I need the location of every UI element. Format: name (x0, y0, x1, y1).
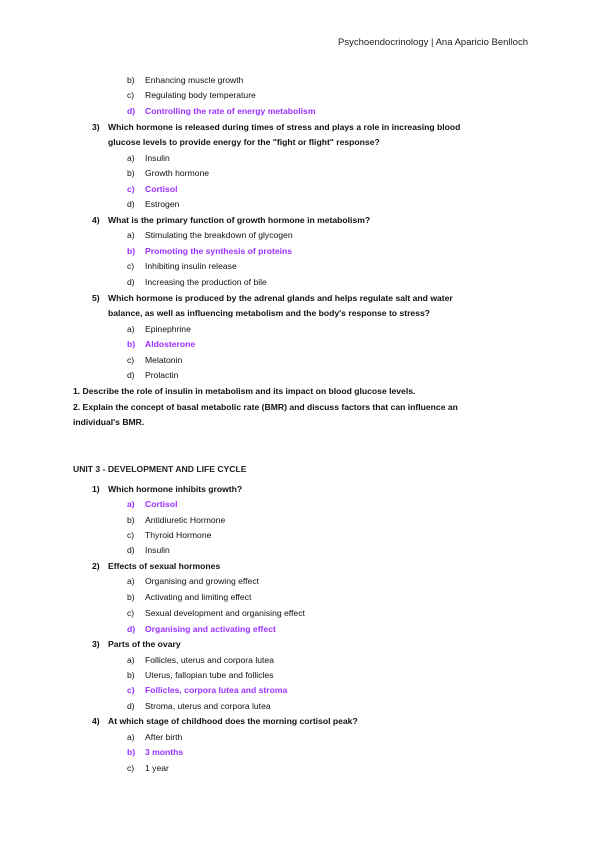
option-text: Organising and activating effect (145, 624, 276, 634)
question-number: 5) (92, 293, 100, 303)
option-text: 3 months (145, 747, 184, 757)
option-marker: d) (127, 106, 136, 116)
option-text: Activating and limiting effect (145, 592, 252, 602)
question-number: 3) (92, 122, 100, 132)
option-marker: a) (127, 576, 135, 586)
option-text: Uterus, fallopian tube and follicles (145, 670, 274, 680)
option-marker: a) (127, 230, 135, 240)
question-text: glucose levels to provide energy for the "fight or flight" response? (108, 137, 380, 147)
option-marker: b) (127, 339, 136, 349)
option-marker: b) (127, 747, 136, 757)
option-marker: b) (127, 168, 135, 178)
option-text: Controlling the rate of energy metabolism (145, 106, 316, 116)
option-text: Melatonin (145, 355, 183, 365)
option-text: Organising and growing effect (145, 576, 260, 586)
essay-question-2-cont: individual's BMR. (73, 417, 145, 427)
option-text: Follicles, uterus and corpora lutea (145, 655, 274, 665)
option-marker: c) (127, 184, 135, 194)
question-text: Effects of sexual hormones (108, 561, 221, 571)
question-text: At which stage of childhood does the morning cortisol peak? (108, 716, 358, 726)
option-marker: d) (127, 370, 135, 380)
page-header: Psychoendocrinology | Ana Aparicio Benlloch (338, 37, 528, 48)
option-marker: c) (127, 90, 135, 100)
option-text: 1 year (145, 763, 169, 773)
question-text: Which hormone is produced by the adrenal glands and helps regulate salt and water (108, 293, 453, 303)
option-marker: b) (127, 515, 135, 525)
option-text: Cortisol (145, 499, 178, 509)
option-marker: a) (127, 324, 135, 334)
option-marker: b) (127, 670, 135, 680)
option-text: Promoting the synthesis of proteins (145, 246, 293, 256)
option-marker: d) (127, 701, 135, 711)
option-text: Aldosterone (145, 339, 196, 349)
option-marker: b) (127, 75, 135, 85)
question-number: 1) (92, 484, 100, 494)
option-text: Follicles, corpora lutea and stroma (145, 685, 288, 695)
option-text: Insulin (145, 153, 170, 163)
question-text: Which hormone is released during times of stress and plays a role in increasing blood (108, 122, 461, 132)
question-text: Which hormone inhibits growth? (108, 484, 243, 494)
option-marker: a) (127, 153, 135, 163)
option-marker: a) (127, 732, 135, 742)
option-marker: a) (127, 655, 135, 665)
essay-question-2: 2. Explain the concept of basal metabolic rate (BMR) and discuss factors that can influence an (73, 402, 458, 412)
question-number: 2) (92, 561, 100, 571)
option-text: Growth hormone (145, 168, 210, 178)
option-marker: c) (127, 763, 135, 773)
option-text: Increasing the production of bile (145, 277, 267, 287)
option-marker: c) (127, 608, 135, 618)
option-text: Stimulating the breakdown of glycogen (145, 230, 293, 240)
option-text: Antidiuretic Hormone (145, 515, 226, 525)
option-marker: b) (127, 246, 136, 256)
option-text: Prolactin (145, 370, 179, 380)
option-marker: d) (127, 199, 135, 209)
option-marker: d) (127, 545, 135, 555)
option-text: After birth (145, 732, 183, 742)
option-text: Epinephrine (145, 324, 191, 334)
option-text: Stroma, uterus and corpora lutea (145, 701, 271, 711)
option-marker: c) (127, 685, 135, 695)
option-marker: d) (127, 624, 136, 634)
option-text: Cortisol (145, 184, 178, 194)
question-number: 4) (92, 215, 100, 225)
option-marker: c) (127, 530, 135, 540)
option-marker: b) (127, 592, 135, 602)
option-marker: d) (127, 277, 135, 287)
option-marker: a) (127, 499, 135, 509)
question-text: Parts of the ovary (108, 639, 181, 649)
unit-title: UNIT 3 - DEVELOPMENT AND LIFE CYCLE (73, 464, 247, 474)
option-marker: c) (127, 261, 135, 271)
question-number: 3) (92, 639, 100, 649)
option-text: Regulating body temperature (145, 90, 256, 100)
option-marker: c) (127, 355, 135, 365)
question-number: 4) (92, 716, 100, 726)
option-text: Estrogen (145, 199, 180, 209)
question-text: What is the primary function of growth hormone in metabolism? (108, 215, 371, 225)
option-text: Insulin (145, 545, 170, 555)
essay-question-1: 1. Describe the role of insulin in metabolism and its impact on blood glucose levels. (73, 386, 416, 396)
option-text: Inhibiting insulin release (145, 261, 237, 271)
option-text: Sexual development and organising effect (145, 608, 305, 618)
option-text: Thyroid Hormone (145, 530, 212, 540)
question-text: balance, as well as influencing metabolism and the body's response to stress? (108, 308, 431, 318)
option-text: Enhancing muscle growth (145, 75, 244, 85)
